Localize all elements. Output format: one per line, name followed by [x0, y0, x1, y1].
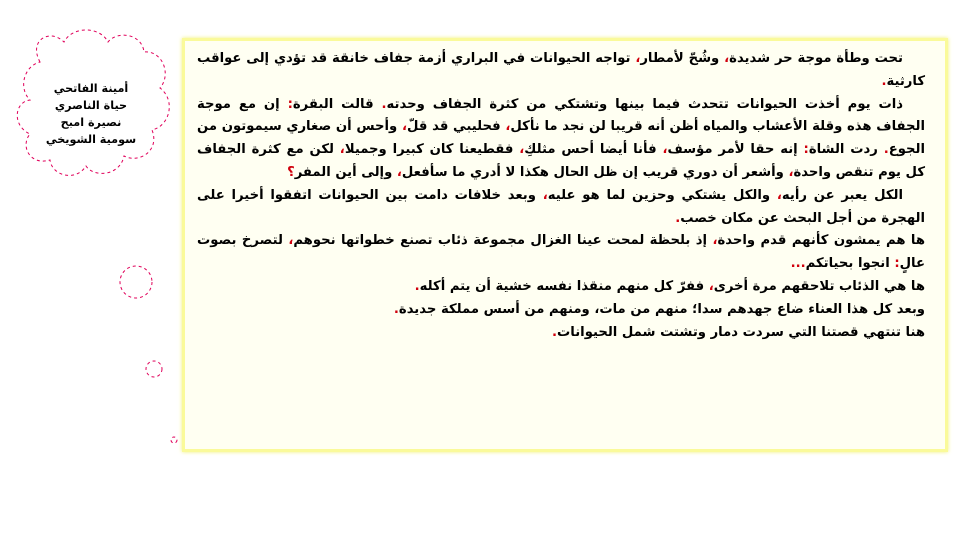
text-run: قالت البقرة [292, 96, 382, 112]
punctuation-mark: : [894, 256, 900, 272]
story-paragraph [197, 230, 925, 276]
story-paragraph [197, 276, 925, 299]
text-run: إنه حقا لأمر مؤسف [667, 142, 804, 158]
punctuation-mark: ، [288, 233, 294, 249]
text-run: ذات يوم أخذت الحيوانات تتحدث فيما بينها وتشتكي من كثرة الجفاف وحدته [386, 96, 903, 112]
story-text [197, 48, 925, 344]
punctuation-mark: ، [505, 119, 511, 135]
punctuation-mark: ، [635, 51, 641, 66]
punctuation-mark: ، [542, 187, 548, 203]
story-paragraph [197, 48, 925, 94]
punctuation-mark: . [381, 96, 387, 112]
punctuation-mark: . [883, 142, 889, 158]
author-name: نصيرة امبح [60, 116, 122, 129]
text-run: إن مع موجة الجفاف هذه وقلة الأعشاب والمياه أظن أنه قريبا لن نجد ما نأكل [197, 96, 925, 135]
text-run: وأحس أن صغاري سيموتون من الجوع [197, 119, 926, 158]
punctuation-mark: ، [776, 187, 782, 203]
text-run: انجوا بحياتكم [805, 256, 895, 272]
punctuation-mark: : [803, 142, 809, 158]
story-paragraph [197, 185, 925, 231]
text-run: هنا تنتهي قصتنا التي سردت دمار وتشتت شمل الحيوانات [557, 324, 925, 340]
text-run: وإلى أين المفر [294, 164, 397, 180]
text-run: لكن مع كثرة الجفاف كل يوم تنقص واحدة [197, 142, 925, 180]
authors-cloud [22, 80, 160, 148]
text-run: ردت الشاة [808, 142, 884, 158]
text-run: فحليبي قد قلّ [406, 119, 506, 135]
punctuation-mark: ، [724, 51, 730, 66]
text-run: تواجه الحيوانات في البراري أزمة جفاف خانقة قد تؤدي إلى عواقب كارثية [197, 51, 925, 89]
text-run: وبعد خلافات دامت بين الحيوانات اتفقوا أخيرا على الهجرة من أجل البحث عن مكان خصب [197, 187, 925, 226]
text-run: وشُحّ لأمطار [640, 51, 725, 66]
text-run: لتصرخ بصوت عالٍ [197, 233, 925, 272]
punctuation-mark: ، [401, 119, 407, 135]
text-run: وبعد كل هذا العناء ضاع جهدهم سدا؛ منهم من مات، ومنهم من أسس مملكة جديدة [398, 301, 925, 317]
punctuation-mark: . [393, 301, 399, 317]
story-paragraph [197, 299, 925, 322]
punctuation-mark: ، [519, 142, 525, 158]
text-run: فقطيعنا كان كبيرا وجميلا [344, 142, 520, 158]
author-name: حياة الناصري [54, 99, 128, 112]
punctuation-mark: : [287, 96, 293, 112]
punctuation-mark: . [552, 324, 558, 340]
text-run: والكل يشتكي وحزين لما هو عليه [547, 187, 777, 203]
story-text-box [182, 38, 948, 452]
author-name: أمينة الفاتحي [53, 82, 129, 95]
punctuation-mark: ؟ [287, 164, 295, 180]
story-paragraph [197, 322, 925, 345]
text-run: الكل يعبر عن رأيه [781, 187, 904, 203]
punctuation-mark: ، [662, 142, 668, 158]
text-run: وأشعر أن دوري قريب إن ظل الحال هكذا لا أدري ما سأفعل [401, 164, 789, 180]
punctuation-mark: ، [788, 164, 794, 180]
punctuation-mark: . [881, 73, 887, 89]
author-name: سومية الشويخي [45, 133, 137, 146]
punctuation-mark: ... [790, 256, 806, 272]
text-run: تحت وطأة موجة حر شديدة [729, 51, 903, 66]
punctuation-mark: . [675, 210, 681, 226]
punctuation-mark: ، [712, 233, 718, 249]
text-run: ها هم يمشون كأنهم قدم واحدة [717, 233, 926, 249]
punctuation-mark: ، [339, 142, 345, 158]
text-run: ففرّ كل منهم منقذا نفسه خشية أن يتم أكله [419, 278, 709, 294]
text-run: ها هي الذئاب تلاحقهم مرة أخرى [713, 278, 925, 294]
punctuation-mark: ، [396, 164, 402, 180]
text-run: إذ بلحظة لمحت عينا الغزال مجموعة ذئاب تصنع خطواتها نحوهم [293, 233, 713, 249]
punctuation-mark: ، [708, 278, 714, 294]
punctuation-mark: . [414, 278, 420, 294]
text-run: فأنا أيضا أحس مثلكِ [524, 142, 663, 158]
story-paragraph [197, 94, 925, 185]
